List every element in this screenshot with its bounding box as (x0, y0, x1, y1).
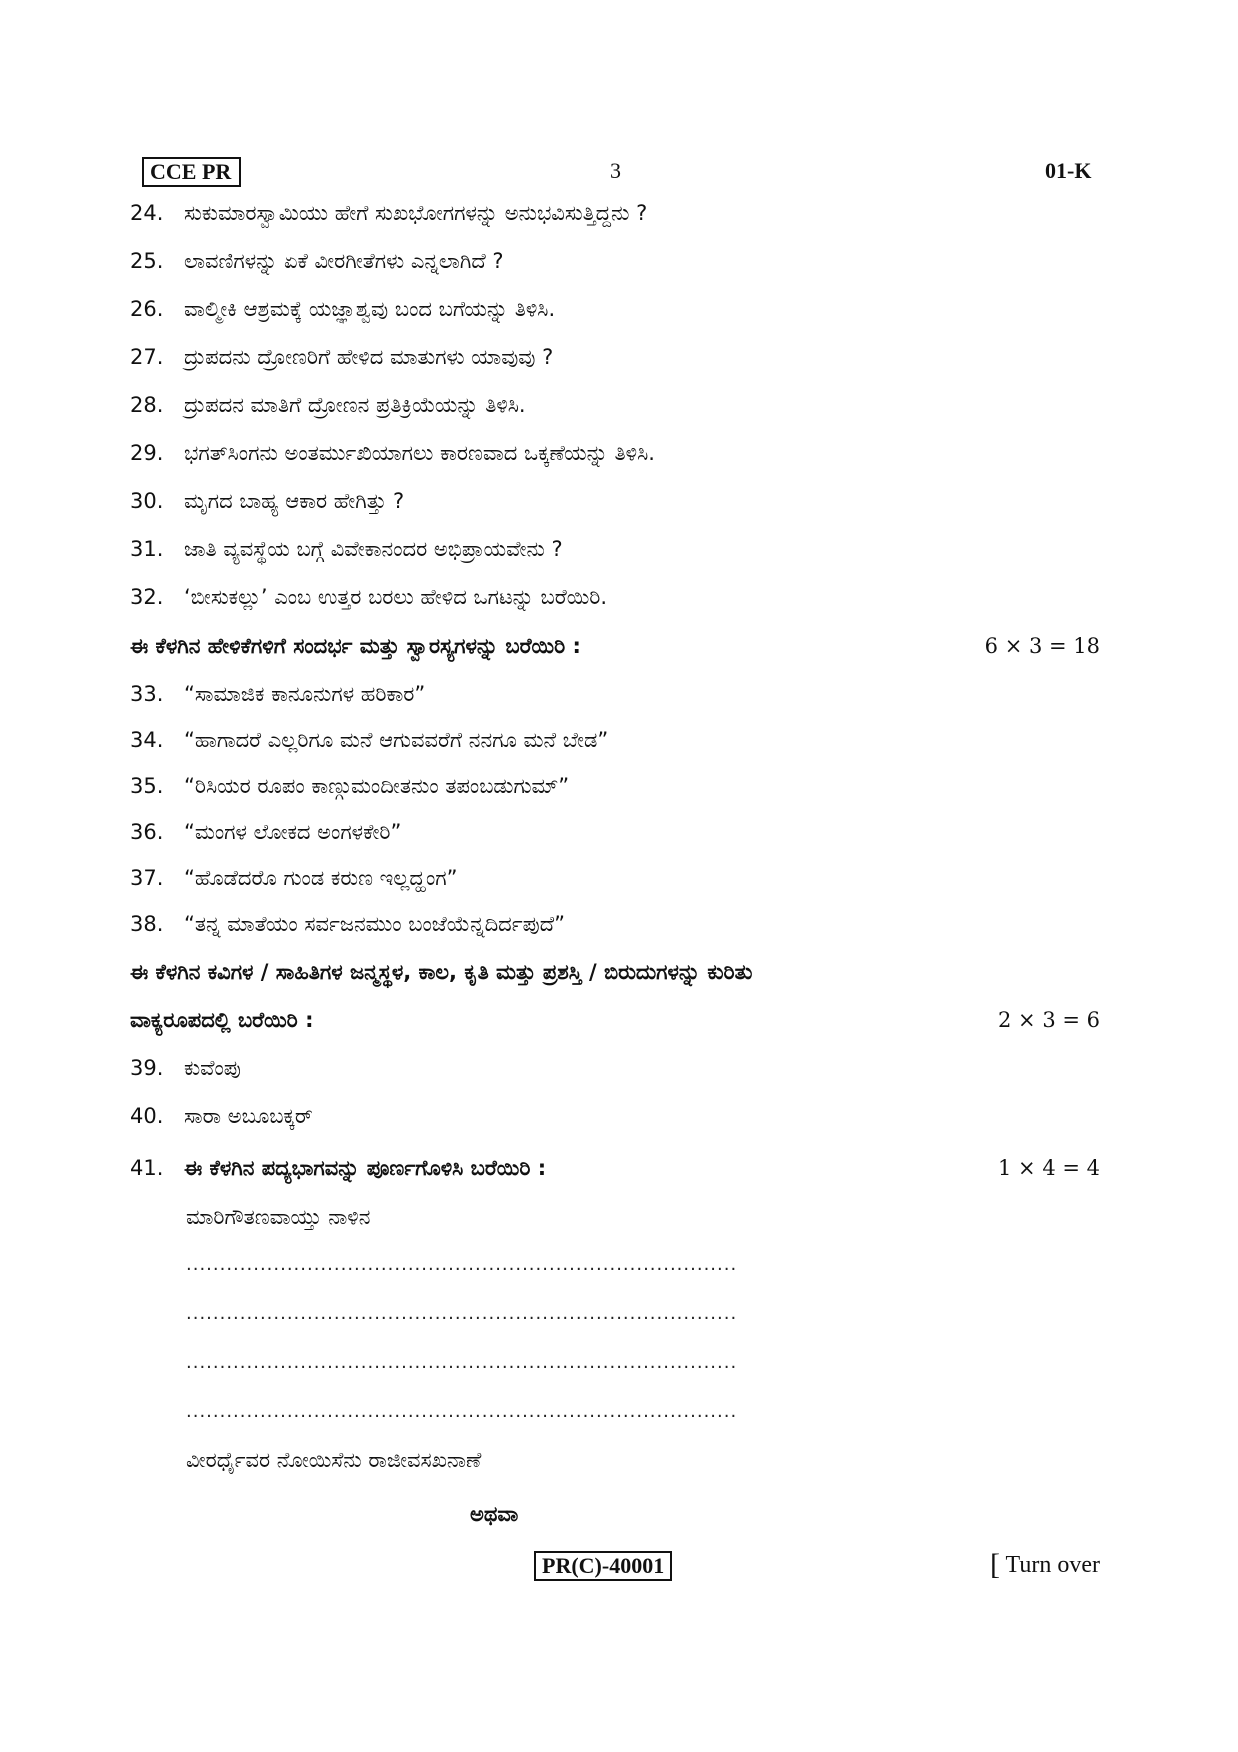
question-33 (130, 680, 425, 708)
question-text: ಮೃಗದ ಬಾಹ್ಯ ಆಕಾರ ಹೇಗಿತ್ತು ? (184, 489, 405, 513)
question-text: ‘ಬೀಸುಕಲ್ಲು’ ಎಂಬ ಉತ್ತರ ಬರಲು ಹೇಳಿದ ಒಗಟನ್ನು ಬರೆಯಿರಿ. (184, 585, 608, 609)
section-c-instruction-line2: ವಾಕ್ಯರೂಪದಲ್ಲಿ ಬರೆಯಿರಿ : (130, 1008, 314, 1032)
turn-over-bracket: [ (989, 1548, 1000, 1581)
header-left-box: CCE PR (142, 157, 241, 187)
question-number: 39. (130, 1056, 164, 1080)
question-34 (130, 726, 608, 754)
question-text: “ಹಾಗಾದರೆ ಎಲ್ಲರಿಗೂ ಮನೆ ಆಗುವವರೆಗೆ ನನಗೂ ಮನೆ ಬೇಡ” (184, 728, 609, 752)
page-number: 3 (610, 158, 621, 183)
question-text: ಸುಕುಮಾರಸ್ವಾಮಿಯು ಹೇಗೆ ಸುಖಭೋಗಗಳನ್ನು ಅನುಭವಿಸುತ್ತಿದ್ದನು ? (184, 201, 648, 225)
question-29 (130, 439, 655, 467)
question-text: ವಾಲ್ಮೀಕಿ ಆಶ್ರಮಕ್ಕೆ ಯಜ್ಞಾಶ್ವವು ಬಂದ ಬಗೆಯನ್ನು ತಿಳಿಸಿ. (184, 297, 556, 321)
question-text: ಲಾವಣಿಗಳನ್ನು ಏಕೆ ವೀರಗೀತೆಗಳು ಎನ್ನಲಾಗಿದೆ ? (184, 249, 504, 273)
section-d-marks: 1 × 4 = 4 (998, 1156, 1100, 1180)
question-number: 33. (130, 682, 164, 706)
question-text: “ಸಾಮಾಜಿಕ ಕಾನೂನುಗಳ ಹರಿಕಾರ” (184, 682, 426, 706)
question-37 (130, 864, 458, 892)
question-24 (130, 199, 647, 227)
answer-blank-line-2[interactable]: .................................................................................. (186, 1303, 738, 1324)
question-number: 26. (130, 297, 164, 321)
question-number: 40. (130, 1104, 164, 1128)
answer-blank-line-3[interactable]: .................................................................................. (186, 1352, 738, 1373)
question-number: 41. (130, 1156, 164, 1180)
question-number: 32. (130, 585, 164, 609)
question-number: 25. (130, 249, 164, 273)
question-text: ಜಾತಿ ವ್ಯವಸ್ಥೆಯ ಬಗ್ಗೆ ವಿವೇಕಾನಂದರ ಅಭಿಪ್ರಾಯವೇನು ? (184, 537, 563, 561)
poem-first-line: ಮಾರಿಗೌತಣವಾಯ್ತು ನಾಳಿನ (186, 1205, 371, 1229)
question-text: ದ್ರುಪದನು ದ್ರೋಣರಿಗೆ ಹೇಳಿದ ಮಾತುಗಳು ಯಾವುವು ? (184, 345, 554, 369)
paper-code: 01-K (1045, 158, 1092, 183)
question-32 (130, 583, 607, 611)
question-40 (130, 1102, 313, 1130)
answer-blank-line-1[interactable]: .................................................................................. (186, 1254, 738, 1275)
answer-blank-line-4[interactable]: .................................................................................. (186, 1401, 738, 1422)
section-c-marks: 2 × 3 = 6 (998, 1008, 1100, 1032)
question-text: “ಹೊಡೆದರೊ ಗುಂಡ ಕರುಣ ಇಲ್ಲದ್ಹಂಗ” (184, 866, 458, 890)
section-d-instruction: ಈ ಕೆಳಗಿನ ಪದ್ಯಭಾಗವನ್ನು ಪೂರ್ಣಗೊಳಿಸಿ ಬರೆಯಿರಿ : (184, 1156, 547, 1180)
question-number: 38. (130, 912, 164, 936)
section-b-instruction: ಈ ಕೆಳಗಿನ ಹೇಳಿಕೆಗಳಿಗೆ ಸಂದರ್ಭ ಮತ್ತು ಸ್ವಾರಸ್ಯಗಳನ್ನು ಬರೆಯಿರಿ : (130, 634, 581, 658)
question-text: “ರಿಸಿಯರ ರೂಪಂ ಕಾಣ್ಗುಮಂದೀತನುಂ ತಪಂಬಡುಗುಮ್” (184, 774, 570, 798)
question-number: 24. (130, 201, 164, 225)
question-27 (130, 343, 553, 371)
question-number: 27. (130, 345, 164, 369)
question-number: 29. (130, 441, 164, 465)
question-text: “ಮಂಗಳ ಲೋಕದ ಅಂಗಳಕೇರಿ” (184, 820, 402, 844)
question-38 (130, 910, 565, 938)
question-text: ಕುವೆಂಪು (184, 1056, 241, 1080)
question-text: ಸಾರಾ ಅಬೂಬಕ್ಕರ್ (184, 1104, 313, 1128)
question-number: 31. (130, 537, 164, 561)
section-b-marks: 6 × 3 = 18 (984, 634, 1100, 658)
poem-last-line: ವೀರರ್ಧೈವರ ನೋಯಿಸೆನು ರಾಜೀವಸಖನಾಣೆ (186, 1448, 482, 1472)
question-35 (130, 772, 569, 800)
turn-over-label: Turn over (1005, 1552, 1100, 1578)
question-26 (130, 295, 555, 323)
question-36 (130, 818, 401, 846)
section-c-instruction-line1: ಈ ಕೆಳಗಿನ ಕವಿಗಳ / ಸಾಹಿತಿಗಳ ಜನ್ಮಸ್ಥಳ, ಕಾಲ, ಕೃತಿ ಮತ್ತು ಪ್ರಶಸ್ತಿ / ಬಿರುದುಗಳನ್ನು ಕುರಿತು (130, 960, 753, 984)
or-label: ಅಥವಾ (470, 1502, 519, 1526)
question-number: 35. (130, 774, 164, 798)
question-text: ದ್ರುಪದನ ಮಾತಿಗೆ ದ್ರೋಣನ ಪ್ರತಿಕ್ರಿಯೆಯನ್ನು ತಿಳಿಸಿ. (184, 393, 526, 417)
question-41 (130, 1154, 546, 1182)
question-28 (130, 391, 526, 419)
question-text: ಭಗತ್‌ಸಿಂಗನು ಅಂತರ್ಮುಖಿಯಾಗಲು ಕಾರಣವಾದ ಒಕ್ಕಣೆಯನ್ನು ತಿಳಿಸಿ. (184, 441, 655, 465)
footer-code-box: PR(C)-40001 (534, 1551, 672, 1581)
question-text: “ತನ್ನ ಮಾತೆಯಂ ಸರ್ವಜನಮುಂ ಬಂಜೆಯೆನ್ನದಿರ್ದಪುದೆ” (184, 912, 565, 936)
turn-over (990, 1548, 1100, 1582)
question-31 (130, 535, 563, 563)
question-25 (130, 247, 504, 275)
question-number: 37. (130, 866, 164, 890)
question-number: 28. (130, 393, 164, 417)
question-number: 36. (130, 820, 164, 844)
question-number: 34. (130, 728, 164, 752)
question-30 (130, 487, 404, 515)
question-39 (130, 1054, 241, 1082)
question-number: 30. (130, 489, 164, 513)
